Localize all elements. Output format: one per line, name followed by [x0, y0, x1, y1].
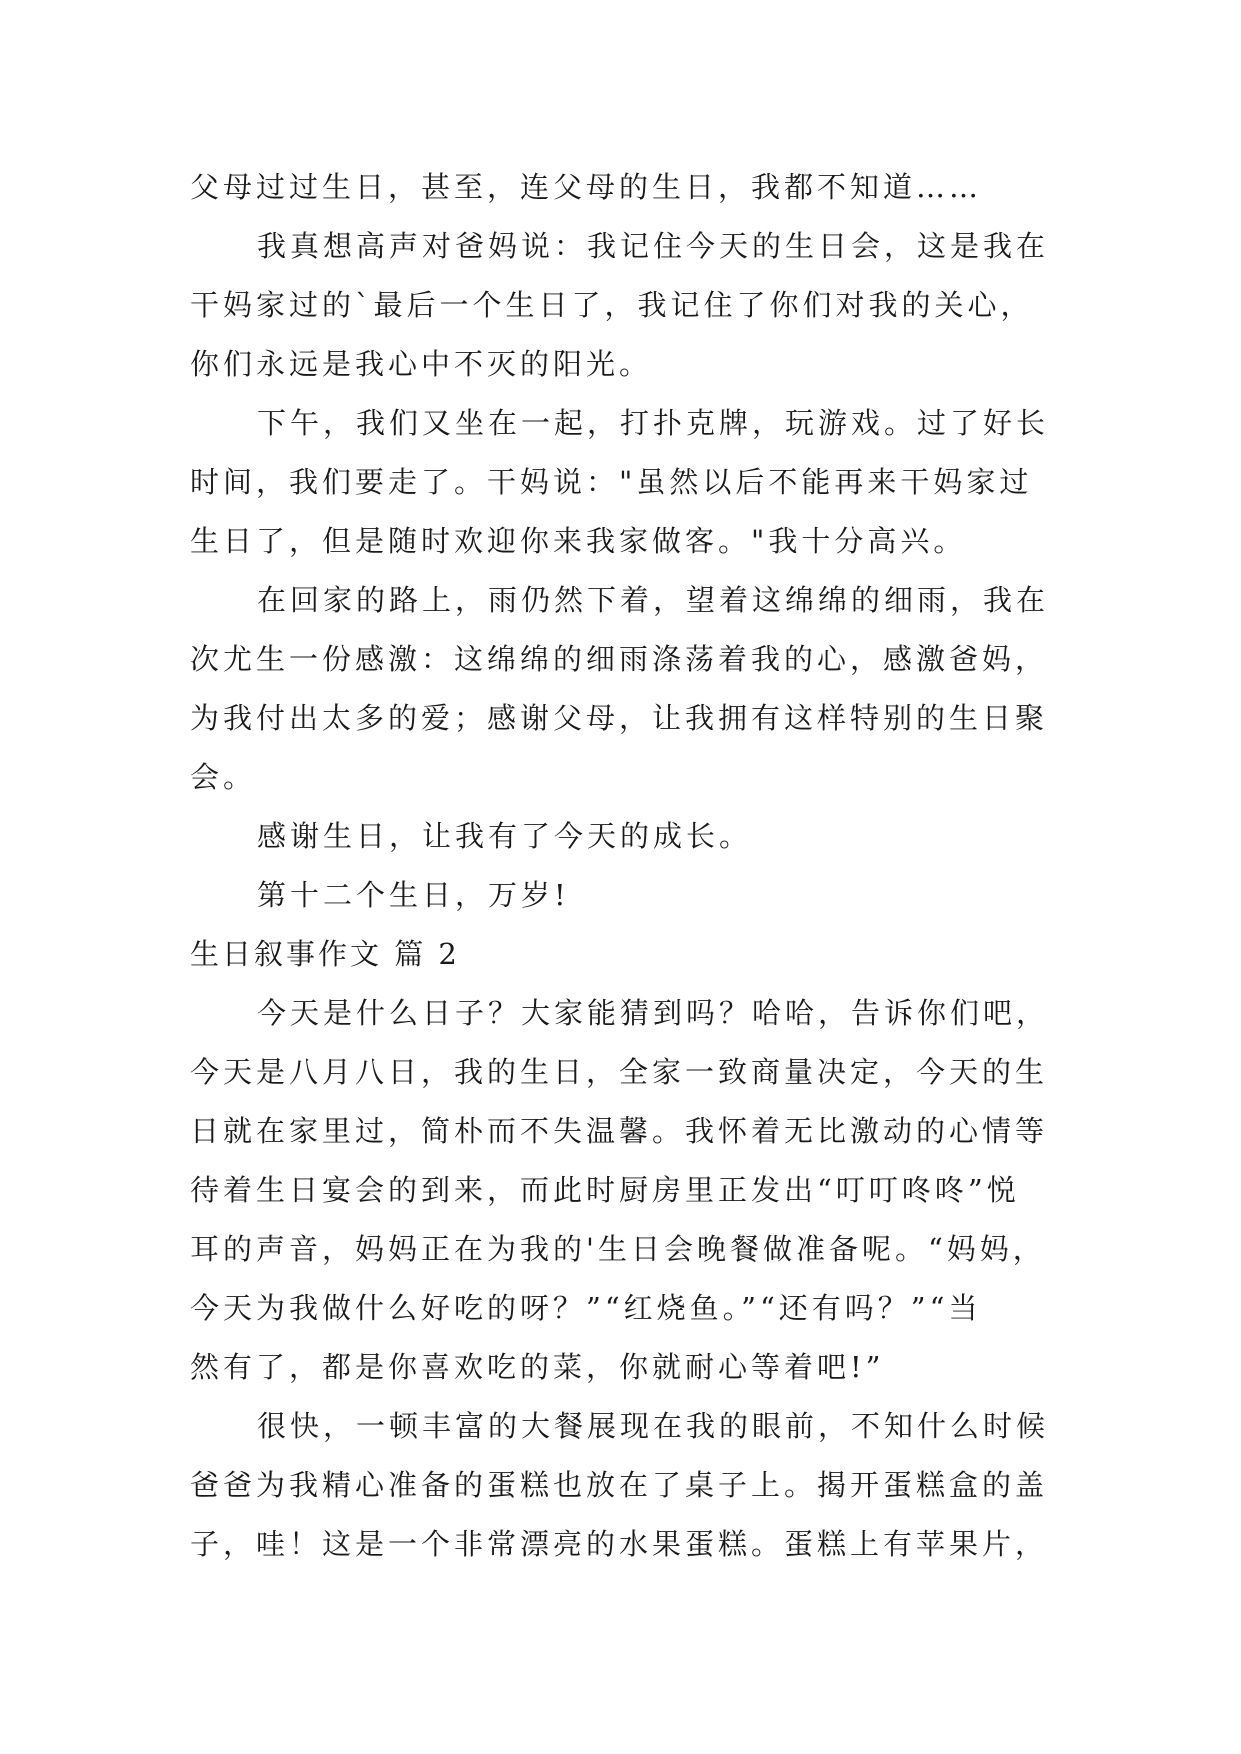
paragraph-start-line: 今天是什么日子？大家能猜到吗？哈哈，告诉你们吧，: [257, 996, 1050, 1030]
text-line: 你们永远是我心中不灭的阳光。: [190, 347, 653, 381]
paragraph-start-line: 第十二个生日，万岁!: [257, 878, 570, 912]
text-line: 耳的声音，妈妈正在为我的'生日会晚餐做准备呢。“妈妈，: [190, 1232, 1046, 1266]
text-line: 干妈家过的`最后一个生日了，我记住了你们对我的关心，: [190, 288, 1034, 322]
text-line: 生日了，但是随时欢迎你来我家做客。"我十分高兴。: [190, 524, 967, 558]
text-line: 今天为我做什么好吃的呀？”“红烧鱼。”“还有吗？”“当: [190, 1291, 982, 1325]
document-body: [190, 158, 1060, 1574]
paragraph-start-line: 感谢生日，让我有了今天的成长。: [257, 819, 753, 853]
text-line: 次尤生一份感激：这绵绵的细雨涤荡着我的心，感激爸妈，: [190, 642, 1049, 676]
text-line: 然有了，都是你喜欢吃的菜，你就耐心等着吧!”: [190, 1350, 885, 1384]
text-line: 爸爸为我精心准备的蛋糕也放在了桌子上。揭开蛋糕盒的盖: [190, 1468, 1049, 1502]
text-line: 待着生日宴会的到来，而此时厨房里正发出“叮叮咚咚”悦: [190, 1173, 1020, 1207]
text-line: 为我付出太多的爱；感谢父母，让我拥有这样特别的生日聚: [190, 701, 1049, 735]
paragraph-start-line: 下午，我们又坐在一起，打扑克牌，玩游戏。过了好长: [257, 406, 1050, 440]
section-heading: 生日叙事作文 篇 2: [190, 937, 460, 971]
text-line: 子，哇！这是一个非常漂亮的水果蛋糕。蛋糕上有苹果片，: [190, 1527, 1049, 1561]
paragraph-start-line: 很快，一顿丰富的大餐展现在我的眼前，不知什么时候: [257, 1409, 1050, 1443]
paragraph-start-line: 我真想高声对爸妈说：我记住今天的生日会，这是我在: [257, 229, 1050, 263]
text-line: 日就在家里过，简朴而不失温馨。我怀着无比激动的心情等: [190, 1114, 1049, 1148]
text-line: 父母过过生日，甚至，连父母的生日，我都不知道……: [190, 170, 983, 204]
text-line: 今天是八月八日，我的生日，全家一致商量决定，今天的生: [190, 1055, 1049, 1089]
text-line: 会。: [190, 760, 257, 794]
paragraph-start-line: 在回家的路上，雨仍然下着，望着这绵绵的细雨，我在: [257, 583, 1050, 617]
text-line: 时间，我们要走了。干妈说："虽然以后不能再来干妈家过: [190, 465, 1033, 499]
